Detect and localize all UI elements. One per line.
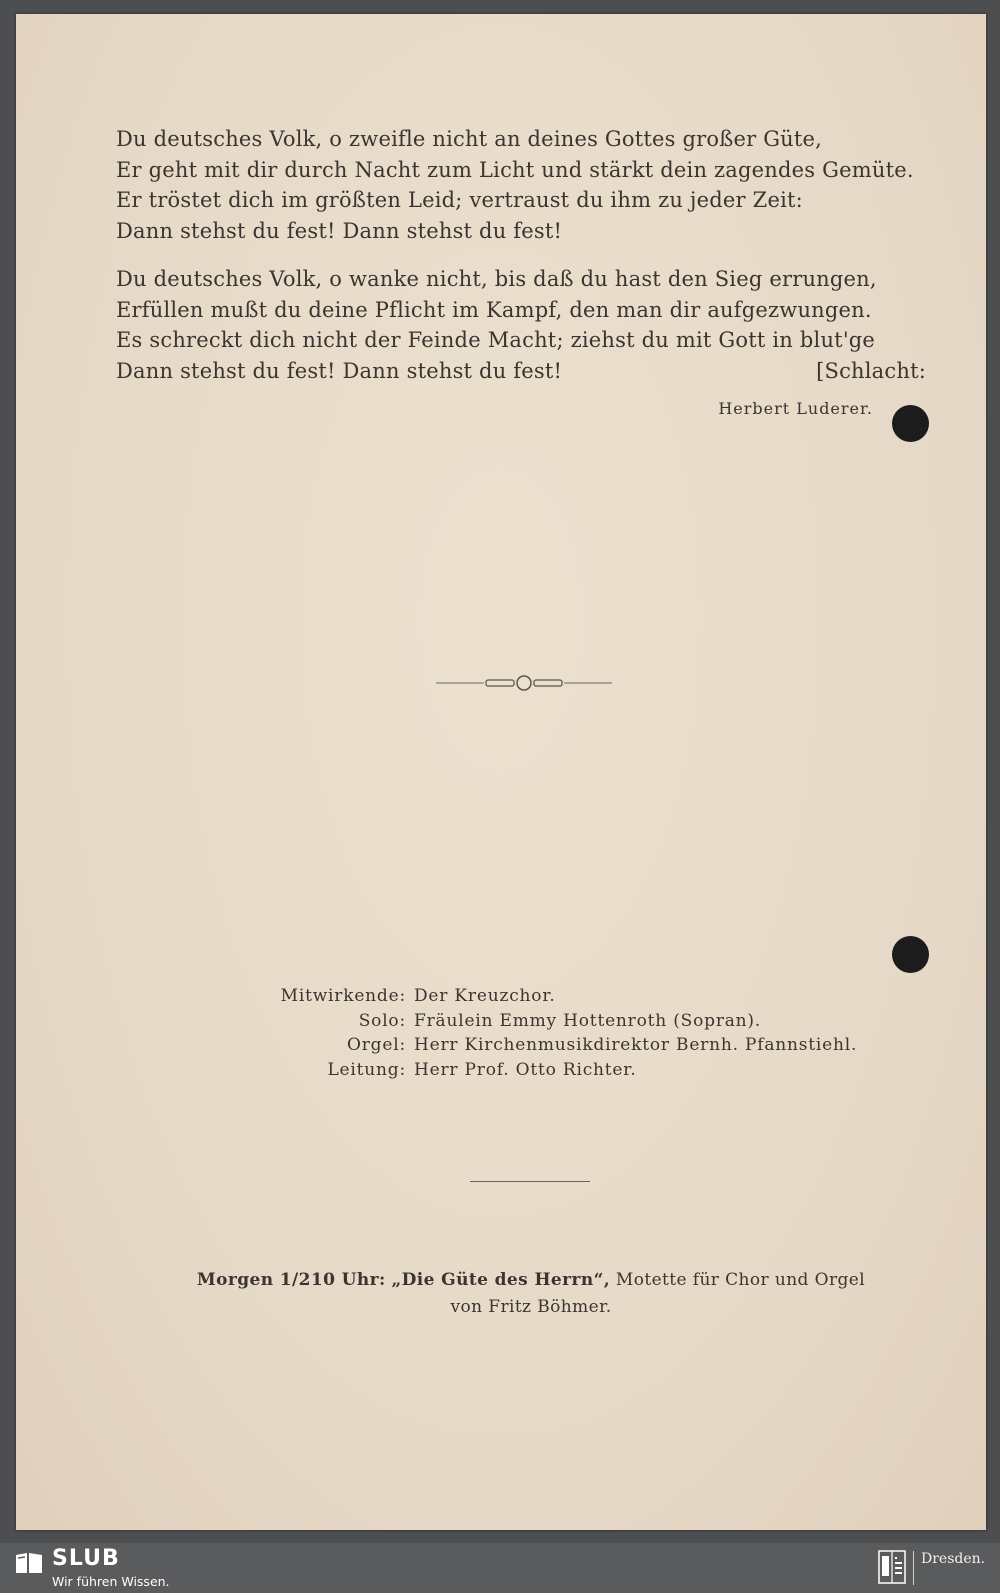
performer-role: Leitung: [327,1059,406,1080]
announcement-line-1 [116,1267,946,1294]
poem-line: Er geht mit dir durch Nacht zum Licht und stärkt dein zagendes Gemüte. [116,157,914,182]
performer-name: Der Kreuzchor. [414,986,556,1006]
announcement-time: Morgen 1/210 Uhr: [196,1270,386,1290]
viewer-footer [0,1543,1000,1593]
section-rule [470,1181,590,1182]
performer-name: Fräulein Emmy Hottenroth (Sopran). [414,1010,762,1031]
slub-logo-text[interactable]: SLUB [52,1546,120,1571]
poem-line: Er tröstet dich im größten Leid; vertraust du ihm zu jeder Zeit: [116,188,803,212]
announcement-composer: von Fritz Böhmer. [450,1297,612,1317]
performer-row [216,1058,857,1083]
poem-line: Du deutsches Volk, o wanke nicht, bis daß du hast den Sieg errungen, [116,267,877,291]
performer-role: Mitwirkende: [280,986,406,1006]
ornament-divider [436,674,612,692]
punch-hole [892,936,929,973]
poem-stanza-1 [116,124,926,246]
performer-name: Herr Kirchenmusikdirektor Bernh. Pfannstiehl. [414,1035,858,1055]
dresden-coat-of-arms-icon[interactable] [878,1550,906,1584]
document-page [16,14,986,1530]
slub-tagline: Wir führen Wissen. [52,1574,170,1589]
performer-row [216,984,857,1009]
poem-line: Es schreckt dich nicht der Feinde Macht; ziehst du mit Gott in blut'ge [116,328,876,352]
poem-line: Dann stehst du fest! Dann stehst du fest! [116,358,563,383]
performers-list [216,984,857,1082]
performer-row [216,1033,857,1058]
poem-line-continuation: [Schlacht: [816,358,926,383]
footer-divider [913,1551,914,1585]
performer-name: Herr Prof. Otto Richter. [414,1059,637,1080]
slub-book-icon[interactable] [14,1551,44,1575]
next-service-announcement [116,1267,946,1321]
performer-role: Orgel: [347,1035,406,1055]
performer-role: Solo: [358,1010,406,1031]
poem-stanza-2 [116,264,926,386]
poem-author: Herbert Luderer. [718,399,873,418]
announcement-title: „Die Güte des Herrn“, [391,1270,611,1290]
poem-line: Dann stehst du fest! Dann stehst du fest! [116,218,563,243]
poem-line: Erfüllen mußt du deine Pflicht im Kampf, den man dir aufgezwungen. [116,297,872,322]
dresden-logo-text[interactable]: Dresden. [921,1551,986,1567]
performer-row [216,1009,857,1034]
announcement-description: Motette für Chor und Orgel [615,1270,866,1290]
punch-hole [892,405,929,442]
poem-line: Du deutsches Volk, o zweifle nicht an deines Gottes großer Güte, [116,127,823,151]
poem-line-last [116,356,926,387]
